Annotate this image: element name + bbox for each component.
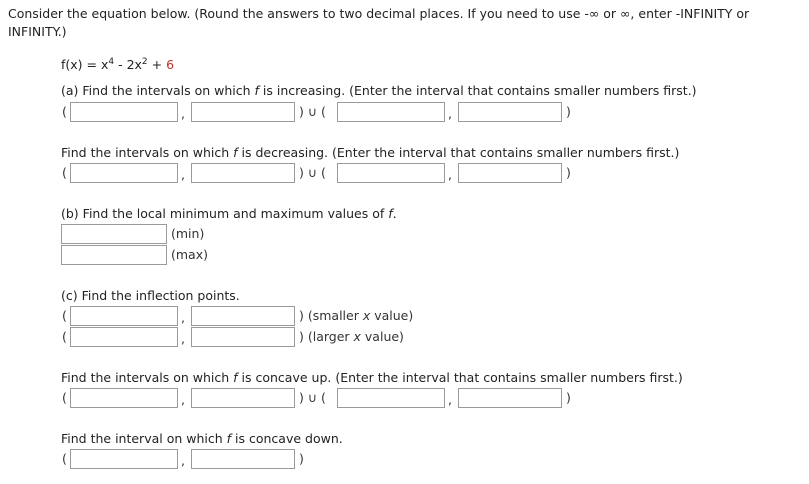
- open-paren: (: [62, 308, 67, 323]
- equation-plus: +: [147, 57, 167, 72]
- local-max-input[interactable]: [61, 245, 167, 265]
- inflection-2-x-input[interactable]: [70, 327, 178, 347]
- close-paren: ): [566, 104, 571, 119]
- concave-down-prompt-pre: Find the interval on which: [61, 431, 227, 446]
- open-paren: (: [62, 451, 67, 466]
- inflection-prompt: (c) Find the inflection points.: [61, 288, 240, 303]
- concave-up-interval-2-start-input[interactable]: [337, 388, 445, 408]
- equation-exp1: 4: [108, 56, 115, 67]
- open-paren: (: [62, 104, 67, 119]
- decreasing-interval-2-end-input[interactable]: [458, 163, 562, 183]
- increasing-interval-2-end-input[interactable]: [458, 102, 562, 122]
- larger-label-x: x: [353, 329, 361, 344]
- inflection-2-y-input[interactable]: [191, 327, 295, 347]
- smaller-label-pre: ) (smaller: [299, 308, 363, 323]
- open-paren: (: [62, 165, 67, 180]
- larger-label-post: value): [360, 329, 404, 344]
- open-paren: (: [62, 390, 67, 405]
- concave-up-prompt-post: is concave up. (Enter the interval that contains smaller numbers first.): [237, 370, 683, 385]
- larger-x-label: [299, 327, 404, 347]
- concave-down-prompt-fn: f: [226, 431, 232, 446]
- comma: ,: [448, 106, 452, 121]
- instructions-line-1: Consider the equation below. (Round the answers to two decimal places. If you need to use -∞ or ∞, enter -INFINITY or: [8, 6, 750, 21]
- smaller-x-label: [299, 306, 413, 326]
- equation: [61, 57, 174, 73]
- decreasing-prompt-fn: f: [233, 145, 238, 160]
- concave-up-prompt-fn: f: [233, 370, 238, 385]
- union-separator: ) ∪ (: [299, 390, 326, 405]
- close-paren: ): [566, 390, 571, 405]
- equation-lhs: f(x) = x: [61, 57, 109, 72]
- max-label: (max): [171, 247, 208, 262]
- concave-up-interval-1-start-input[interactable]: [70, 388, 178, 408]
- increasing-prompt: [61, 83, 697, 99]
- decreasing-prompt: [61, 145, 679, 161]
- inflection-1-y-input[interactable]: [191, 306, 295, 326]
- comma: ,: [181, 453, 185, 468]
- equation-mid: - 2x: [114, 57, 142, 72]
- extrema-prompt-post: .: [392, 206, 397, 221]
- concave-up-interval-1-end-input[interactable]: [191, 388, 295, 408]
- equation-constant: 6: [166, 57, 175, 72]
- increasing-prompt-fn: f: [254, 83, 259, 98]
- open-paren: (: [62, 329, 67, 344]
- comma: ,: [181, 310, 185, 325]
- concave-up-prompt-pre: Find the intervals on which: [61, 370, 234, 385]
- union-separator: ) ∪ (: [299, 104, 326, 119]
- close-paren: ): [299, 451, 304, 466]
- local-min-input[interactable]: [61, 224, 167, 244]
- extrema-prompt: [61, 206, 397, 222]
- comma: ,: [448, 167, 452, 182]
- union-separator: ) ∪ (: [299, 165, 326, 180]
- increasing-interval-1-start-input[interactable]: [70, 102, 178, 122]
- extrema-prompt-pre: (b) Find the local minimum and maximum values of: [61, 206, 389, 221]
- increasing-prompt-post: is increasing. (Enter the interval that contains smaller numbers first.): [258, 83, 697, 98]
- close-paren: ): [566, 165, 571, 180]
- larger-label-pre: ) (larger: [299, 329, 354, 344]
- comma: ,: [181, 331, 185, 346]
- comma: ,: [181, 106, 185, 121]
- equation-exp2: 2: [141, 56, 148, 67]
- decreasing-interval-1-end-input[interactable]: [191, 163, 295, 183]
- concave-up-interval-2-end-input[interactable]: [458, 388, 562, 408]
- smaller-label-x: x: [362, 308, 371, 323]
- instructions-line-2: INFINITY.): [8, 24, 67, 39]
- decreasing-prompt-post: is decreasing. (Enter the interval that contains smaller numbers first.): [237, 145, 680, 160]
- concave-down-prompt-post: is concave down.: [231, 431, 343, 446]
- increasing-prompt-pre: (a) Find the intervals on which: [61, 83, 255, 98]
- extrema-prompt-fn: f: [388, 206, 393, 221]
- comma: ,: [181, 392, 185, 407]
- increasing-interval-1-end-input[interactable]: [191, 102, 295, 122]
- increasing-interval-2-start-input[interactable]: [337, 102, 445, 122]
- comma: ,: [181, 167, 185, 182]
- decreasing-interval-1-start-input[interactable]: [70, 163, 178, 183]
- decreasing-interval-2-start-input[interactable]: [337, 163, 445, 183]
- concave-up-prompt: [61, 370, 683, 386]
- inflection-1-x-input[interactable]: [70, 306, 178, 326]
- concave-down-prompt: [61, 431, 343, 447]
- concave-down-interval-start-input[interactable]: [70, 449, 178, 469]
- smaller-label-post: value): [370, 308, 414, 323]
- comma: ,: [448, 392, 452, 407]
- concave-down-interval-end-input[interactable]: [191, 449, 295, 469]
- min-label: (min): [171, 226, 205, 241]
- decreasing-prompt-pre: Find the intervals on which: [61, 145, 234, 160]
